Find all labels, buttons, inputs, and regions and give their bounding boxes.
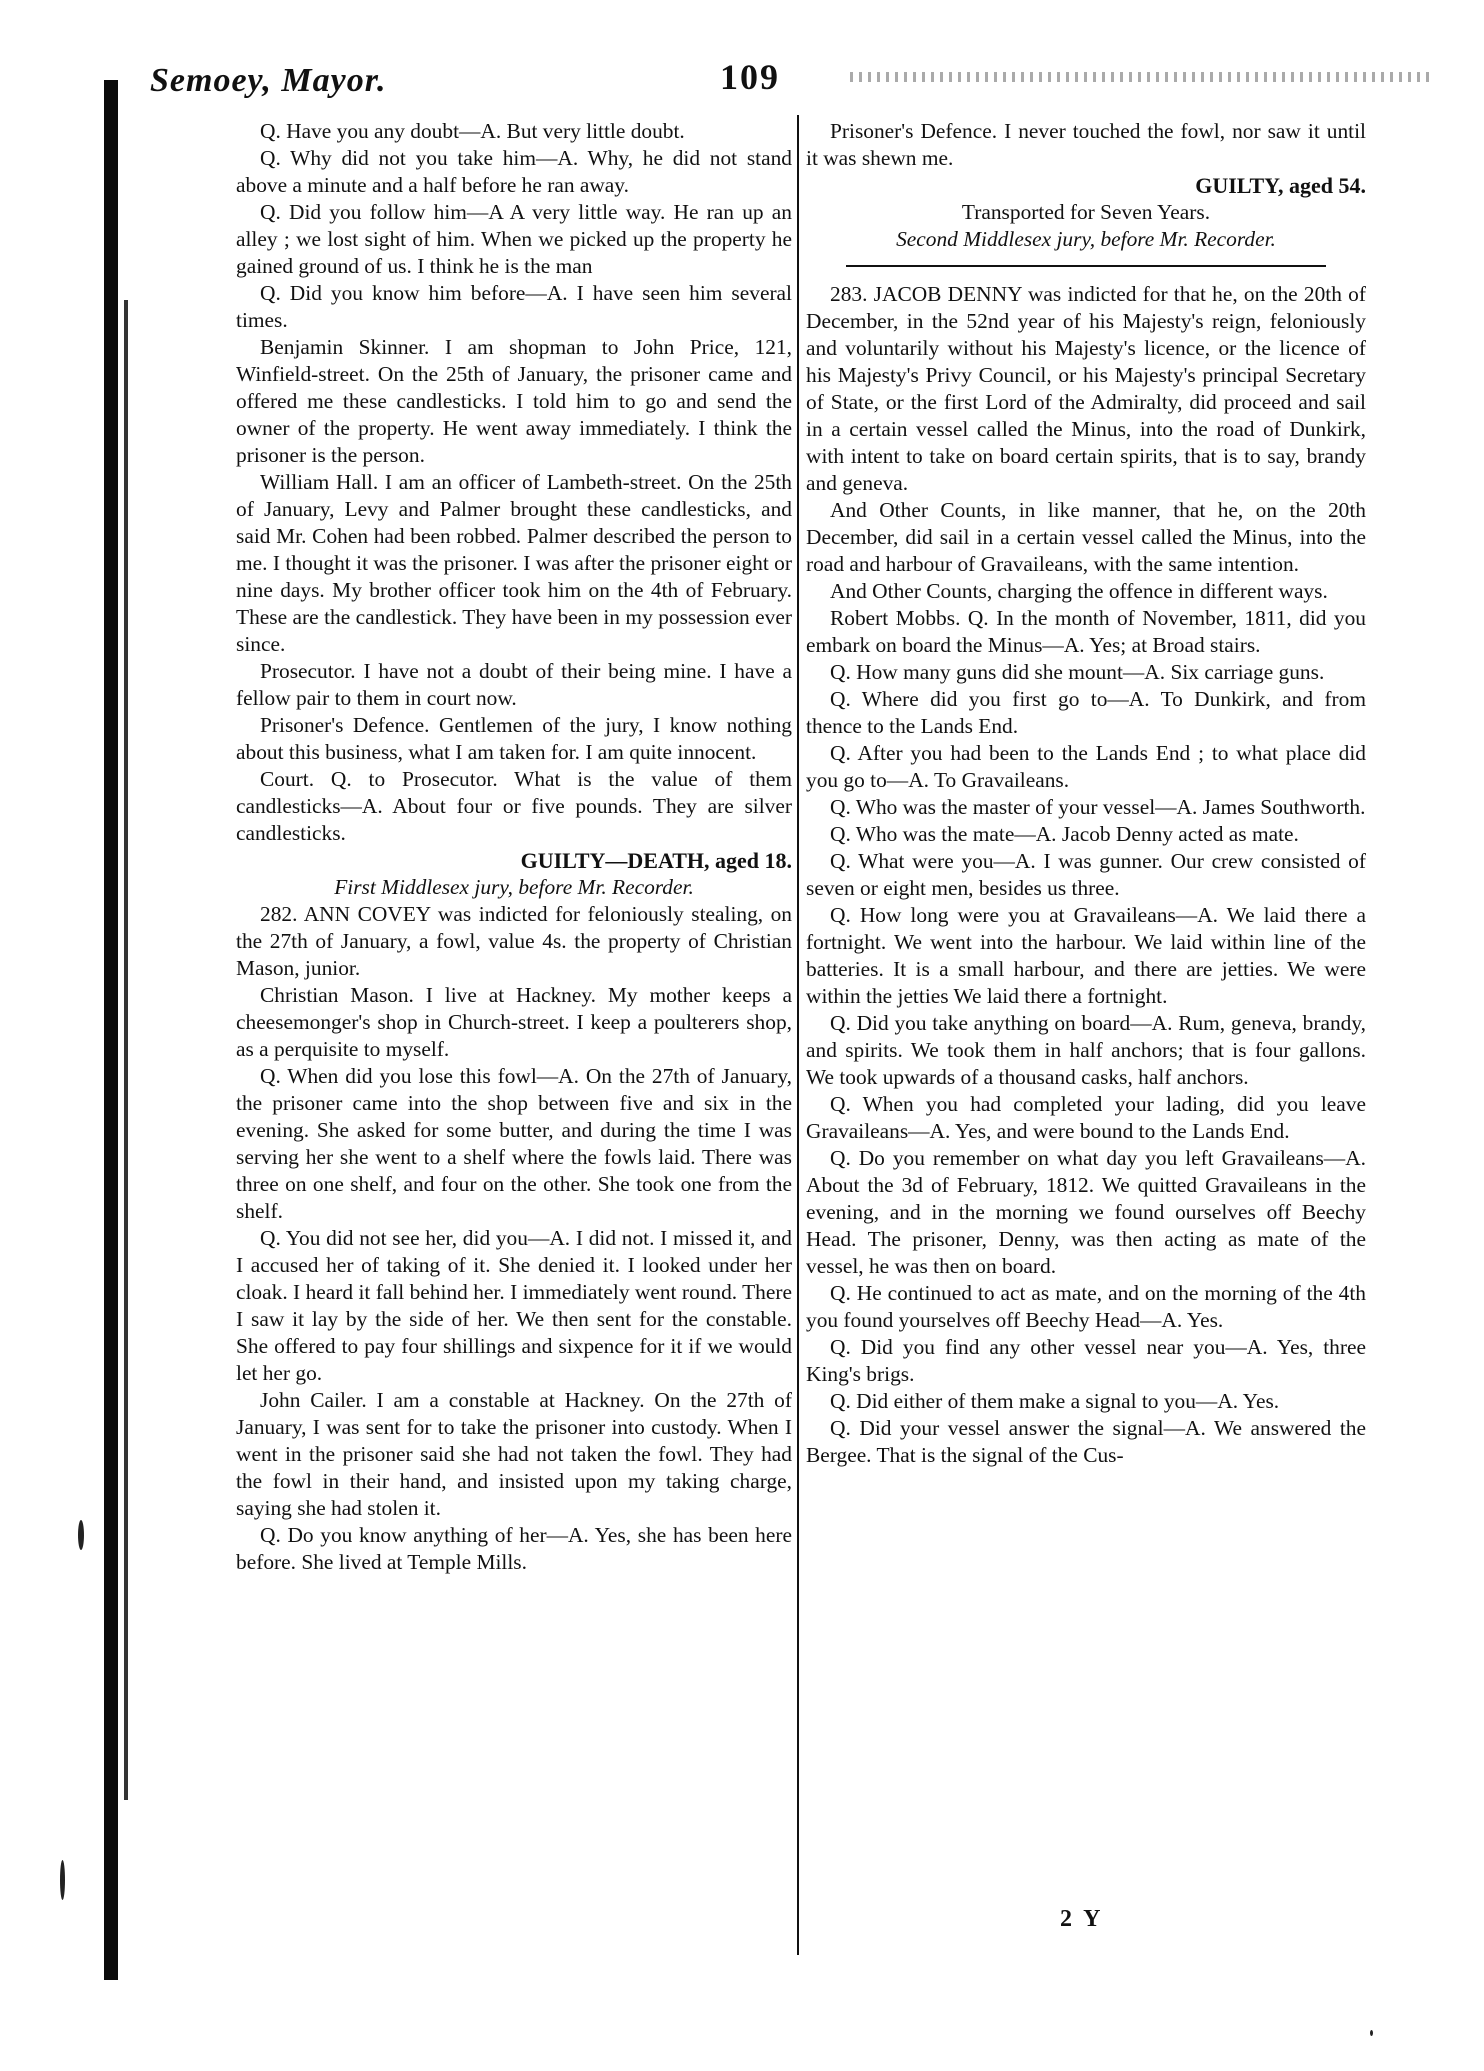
paragraph: Q. Who was the master of your vessel—A. James Southworth. <box>830 795 1366 819</box>
paragraph: Q. Have you any doubt—A. But very little doubt. <box>260 119 685 143</box>
paragraph: Q. Do you know anything of her—A. Yes, she has been here before. She lived at Temple Mills. <box>236 1523 792 1574</box>
paragraph: Prosecutor. I have not a doubt of their being mine. I have a fellow pair to them in court now. <box>236 659 792 710</box>
paragraph: Q. When you had completed your lading, did you leave Gravaileans—A. Yes, and were bound to the Lands End. <box>806 1092 1366 1143</box>
header-print-noise <box>850 72 1430 82</box>
binding-shadow <box>124 300 128 1800</box>
paragraph: Q. How long were you at Gravaileans—A. We laid there a fortnight. We went into the harbour. We laid within line of the batteries. It is a small harbour, and there are jetties. We were within the jetties We laid there a fortnight. <box>806 903 1366 1008</box>
paragraph: Q. After you had been to the Lands End ; to what place did you go to—A. To Gravaileans. <box>806 741 1366 792</box>
paragraph: Prisoner's Defence. Gentlemen of the jury, I know nothing about this business, what I am taken for. I am quite innocent. <box>236 713 792 764</box>
paragraph: Q. Why did not you take him—A. Why, he did not stand above a minute and a half before he ran away. <box>236 146 792 197</box>
paragraph: Q. Do you remember on what day you left Gravaileans—A. About the 3d of February, 1812. We quitted Gravaileans in the evening, and in the morning we found ourselves off Beechy Head. The prisoner, Denny, was then acting as mate of the vessel, he was then on board. <box>806 1146 1366 1278</box>
paragraph: Q. When did you lose this fowl—A. On the 27th of January, the prisoner came into the shop between five and six in the evening. She asked for some butter, and during the time I was serving her she went to a shelf where the fowls laid. There was three on one shelf, and four on the other. She took one from the shelf. <box>236 1064 792 1223</box>
paragraph: Robert Mobbs. Q. In the month of November, 1811, did you embark on board the Minus—A. Yes; at Broad stairs. <box>806 606 1366 657</box>
paragraph: And Other Counts, in like manner, that he, on the 20th December, did sail in a certain vessel called the Minus, into the road and harbour of Gravaileans, with the same intention. <box>806 498 1366 576</box>
paragraph: And Other Counts, charging the offence in different ways. <box>830 579 1328 603</box>
paragraph: Court. Q. to Prosecutor. What is the value of them candlesticks—A. About four or five pounds. They are silver candlesticks. <box>236 767 792 845</box>
verdict: GUILTY—DEATH, aged 18. <box>520 848 792 873</box>
scan-speck <box>78 1520 84 1550</box>
jury-line: Second Middlesex jury, before Mr. Recorder. <box>896 227 1276 251</box>
running-head: Semoey, Mayor. <box>150 62 387 99</box>
paragraph: 282. ANN COVEY was indicted for feloniously stealing, on the 27th of January, a fowl, value 4s. the property of Christian Mason, junior. <box>236 902 792 980</box>
paragraph: Q. Did you follow him—A A very little way. He ran up an alley ; we lost sight of him. When we picked up the property he gained ground of us. I think he is the man <box>236 200 792 278</box>
scan-speck <box>1370 2030 1373 2036</box>
paragraph: Q. Did either of them make a signal to you—A. Yes. <box>830 1389 1280 1413</box>
paragraph: William Hall. I am an officer of Lambeth-street. On the 25th of January, Levy and Palmer brought these candlesticks, and said Mr. Cohen had been robbed. Palmer described the person to me. I thought it was the prisoner. I was after the prisoner eight or nine days. My brother officer took him on the 4th of February. These are the candlestick. They have been in my possession ever since. <box>236 470 792 656</box>
paragraph: Q. He continued to act as mate, and on the morning of the 4th you found yourselves off Beechy Head—A. Yes. <box>806 1281 1366 1332</box>
section-rule <box>846 265 1326 267</box>
paragraph: Q. What were you—A. I was gunner. Our crew consisted of seven or eight men, besides us three. <box>806 849 1366 900</box>
paragraph: Q. Did you know him before—A. I have seen him several times. <box>236 281 792 332</box>
paragraph: 283. JACOB DENNY was indicted for that he, on the 20th of December, in the 52nd year of his Majesty's reign, feloniously and voluntarily without his Majesty's licence, or the licence of his Majesty's Privy Council, or his Majesty's principal Secretary of State, or the first Lord of the Admiralty, did proceed and sail in a certain vessel called the Minus, into the road of Dunkirk, with intent to take on board certain spirits, that is to say, brandy and geneva. <box>806 282 1366 495</box>
sentence-line: Transported for Seven Years. <box>961 200 1211 224</box>
left-column <box>236 118 792 1576</box>
paragraph: Q. Where did you first go to—A. To Dunkirk, and from thence to the Lands End. <box>806 687 1366 738</box>
paragraph: Q. Did your vessel answer the signal—A. We answered the Bergee. That is the signal of the Cus- <box>806 1416 1366 1467</box>
scan-speck <box>60 1860 65 1900</box>
paragraph: Q. Did you take anything on board—A. Rum, geneva, brandy, and spirits. We took them in half anchors; that is four gallons. We took upwards of a thousand casks, half anchors. <box>806 1011 1366 1089</box>
paragraph: Q. Did you find any other vessel near you—A. Yes, three King's brigs. <box>806 1335 1366 1386</box>
paragraph: Christian Mason. I live at Hackney. My mother keeps a cheesemonger's shop in Church-street. I keep a poulterers shop, as a perquisite to myself. <box>236 983 792 1061</box>
page-number: 109 <box>720 57 780 97</box>
column-divider <box>797 115 799 1955</box>
paragraph: John Cailer. I am a constable at Hackney. On the 27th of January, I was sent for to take the prisoner into custody. When I went in the prisoner said she had not taken the fowl. They had the fowl in their hand, and insisted upon my taking charge, saying she had stolen it. <box>236 1388 792 1520</box>
paragraph: Benjamin Skinner. I am shopman to John Price, 121, Winfield-street. On the 25th of January, the prisoner came and offered me these candlesticks. I told him to go and send the owner of the property. He went away immediately. I think the prisoner is the person. <box>236 335 792 467</box>
binding-edge <box>104 80 118 1980</box>
paragraph: Q. Who was the mate—A. Jacob Denny acted as mate. <box>830 822 1299 846</box>
paragraph: Q. How many guns did she mount—A. Six carriage guns. <box>830 660 1325 684</box>
right-column <box>806 118 1366 1469</box>
verdict: GUILTY, aged 54. <box>1195 173 1366 198</box>
signature-mark: 2 Y <box>1060 1906 1104 1932</box>
jury-line: First Middlesex jury, before Mr. Recorder. <box>334 875 694 899</box>
page-header <box>150 57 1450 112</box>
paragraph: Q. You did not see her, did you—A. I did not. I missed it, and I accused her of taking of it. She denied it. I looked under her cloak. I heard it fall behind her. I immediately went round. There I saw it lay by the side of her. We then sent for the constable. She offered to pay four shillings and sixpence for it if we would let her go. <box>236 1226 792 1385</box>
paragraph: Prisoner's Defence. I never touched the fowl, nor saw it until it was shewn me. <box>806 119 1366 170</box>
